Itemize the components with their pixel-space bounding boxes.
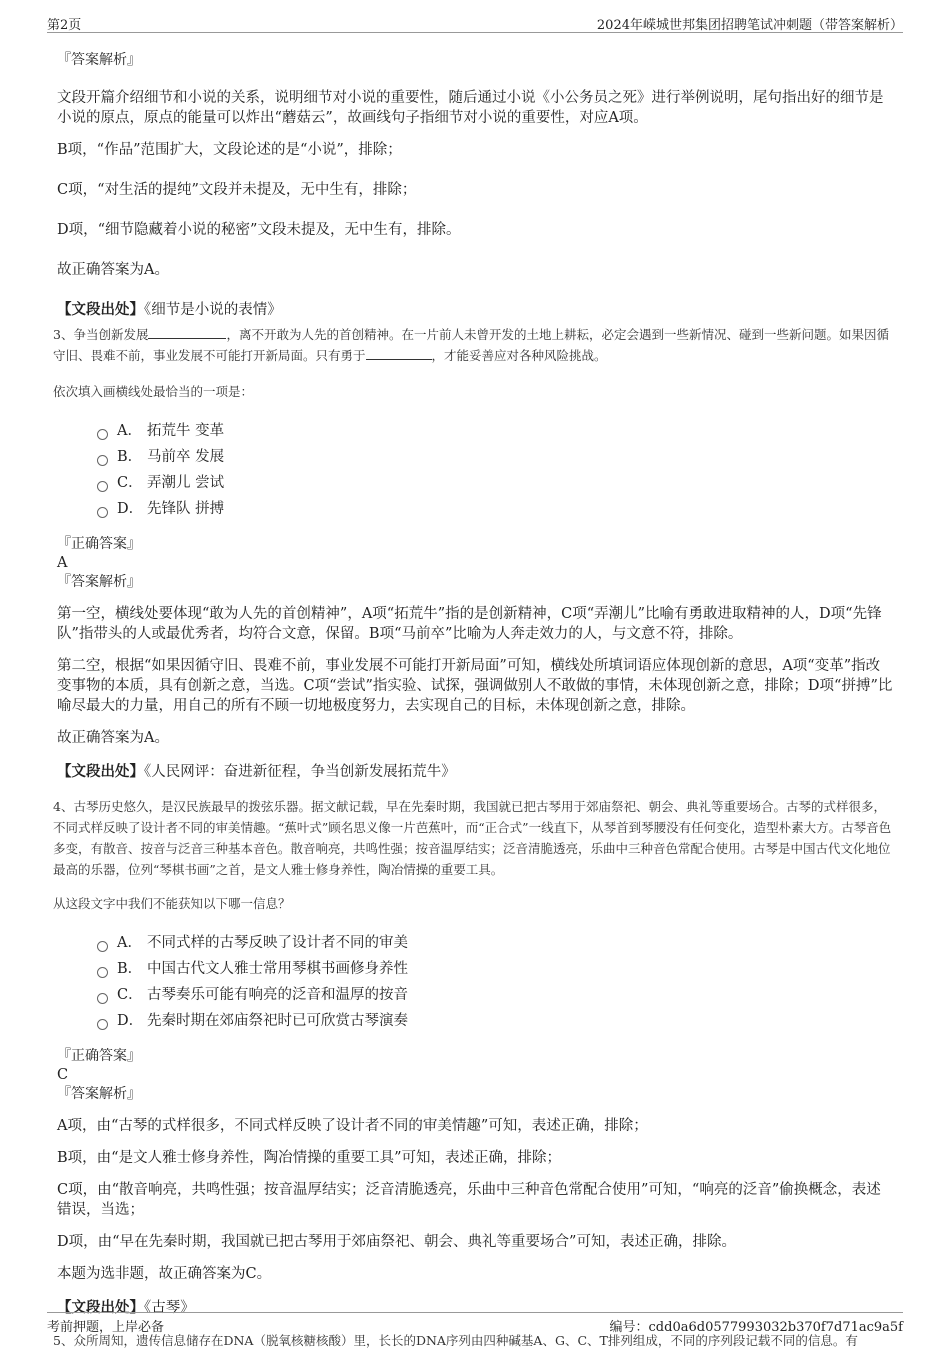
q3-analysis-para-1: 第一空，横线处要体现“敢为人先的首创精神”，A项“拓荒牛”指的是创新精神，C项“弄潮儿”比喻有勇敢进取精神的人，D项“先锋队”指带头的人或最优秀者，均符合文意，保留。B项“马前卒”比喻为人奔走效力的人，与文意不符，排除。 [57, 606, 882, 642]
q3-stem-part2: ，离不开敢为人先的首创精神。在一片前人未曾开发的土地上耕耘，必定会遇到一些新情况、碰到一些新问题。如果因循守旧、畏难不前，事业发展不可能打开新局面。只有勇于 [53, 327, 889, 363]
footer-slogan: 考前押题，上岸必备 [47, 1320, 165, 1335]
q2-analysis-para-3: C项，“对生活的提纯”文段并未提及，无中生有，排除； [57, 182, 417, 198]
q3-analysis-label: 『答案解析』 [57, 574, 141, 590]
q4-analysis-para-2: B项，由“是文人雅士修身养性，陶冶情操的重要工具”可知，表述正确，排除； [57, 1150, 561, 1166]
q3-answer-label: 『正确答案』 [57, 536, 141, 552]
q4-analysis-para-1: A项，由“古琴的式样很多，不同式样反映了设计者不同的审美情趣”可知，表述正确，排除； [57, 1118, 648, 1134]
q3-prompt: 依次填入画横线处最恰当的一项是： [53, 384, 254, 399]
q2-source-label: 【文段出处】 [57, 301, 144, 318]
q3-option-c[interactable]: C． 弄潮儿 尝试 [97, 470, 893, 496]
page-number: 第2页 [47, 18, 82, 33]
q3-option-a[interactable]: A． 拓荒牛 变革 [97, 418, 893, 444]
q3-analysis-para-2: 第二空，根据“如果因循守旧、畏难不前，事业发展不可能打开新局面”可知，横线处所填词语应体现创新的意思，A项“变革”指改变事物的本质，具有创新之意，当选。C项“尝试”指实验、试探，强调做别人不敢做的事情，未体现创新之意，排除；D项“拼搏”比喻尽最大的力量，用自己的所有不顾一切地极度努力，去实现自己的目标，未体现创新之意，排除。 [57, 658, 893, 714]
q4-source-title: 《古琴》 [144, 1300, 195, 1316]
q3-analysis-para-3: 故正确答案为A。 [57, 730, 169, 746]
page-header [47, 12, 903, 33]
q4-answer: C [57, 1067, 69, 1083]
q4-option-a[interactable]: A． 不同式样的古琴反映了设计者不同的审美 [97, 930, 893, 956]
q2-analysis-para-5: 故正确答案为A。 [57, 262, 169, 278]
radio-icon[interactable] [97, 993, 108, 1004]
q4-option-b[interactable]: B． 中国古代文人雅士常用琴棋书画修身养性 [97, 956, 893, 982]
radio-icon[interactable] [97, 429, 108, 440]
q4-source-label: 【文段出处】 [57, 1299, 144, 1316]
q4-analysis-para-5: 本题为选非题，故正确答案为C。 [57, 1266, 272, 1282]
q3-stem-part3: ，才能妥善应对各种风险挑战。 [431, 348, 607, 363]
page-footer [47, 1312, 903, 1335]
q4-prompt: 从这段文字中我们不能获知以下哪一信息？ [53, 896, 291, 911]
q2-analysis-para-2: B项，“作品”范围扩大，文段论述的是“小说”，排除； [57, 142, 402, 158]
q3-option-b[interactable]: B． 马前卒 发展 [97, 444, 893, 470]
q3-stem-part1: 3、争当创新发展 [53, 327, 149, 342]
radio-icon[interactable] [97, 941, 108, 952]
document-title: 2024年嵘城世邦集团招聘笔试冲刺题（带答案解析） [596, 18, 903, 33]
q4-stem: 4、古琴历史悠久，是汉民族最早的拨弦乐器。据文献记载，早在先秦时期，我国就已把古琴用于郊庙祭祀、朝会、典礼等重要场合。古琴的式样很多，不同式样反映了设计者不同的审美情趣。“蕉叶式”顾名思义像一片芭蕉叶，而“正合式”一线直下，从琴首到琴腰没有任何变化，造型朴素大方。古琴音色多变，有散音、按音与泛音三种基本音色。散音响亮，共鸣性强；按音温厚结实；泛音清脆透亮，乐曲中三种音色常配合使用。古琴是中国古代文化地位最高的乐器，位列“琴棋书画”之首，是文人雅士修身养性，陶冶情操的重要工具。 [53, 799, 892, 877]
q3-stem [53, 324, 897, 366]
page-content [53, 44, 893, 1351]
q3-blank-1 [148, 326, 226, 339]
q3-source-label: 【文段出处】 [57, 763, 144, 780]
radio-icon[interactable] [97, 967, 108, 978]
q2-analysis-para-4: D项，“细节隐藏着小说的秘密”文段未提及，无中生有，排除。 [57, 222, 461, 238]
q2-analysis-para-1: 文段开篇介绍细节和小说的关系，说明细节对小说的重要性，随后通过小说《小公务员之死》进行举例说明，尾句指出好的细节是小说的原点，原点的能量可以炸出“蘑菇云”，故画线句子指细节对小说的重要性，对应A项。 [57, 90, 884, 126]
radio-icon[interactable] [97, 1019, 108, 1030]
q4-option-d[interactable]: D． 先秦时期在郊庙祭祀时已可欣赏古琴演奏 [97, 1008, 893, 1034]
q4-analysis-para-3: C项，由“散音响亮，共鸣性强；按音温厚结实；泛音清脆透亮，乐曲中三种音色常配合使用”可知，“响亮的泛音”偷换概念，表述错误，当选； [57, 1182, 881, 1218]
q5-stem: 5、众所周知，遗传信息储存在DNA（脱氧核糖核酸）里，长长的DNA序列由四种碱基A、G、C、T排列组成，不同的序列段记载不同的信息。有 [53, 1333, 858, 1348]
radio-icon[interactable] [97, 481, 108, 492]
q2-source-title: 《细节是小说的表情》 [144, 302, 282, 318]
q3-source-title: 《人民网评：奋进新征程，争当创新发展拓荒牛》 [144, 764, 456, 780]
q2-analysis-label: 『答案解析』 [57, 52, 141, 68]
q3-source [57, 762, 893, 782]
q3-blank-2 [366, 347, 432, 360]
radio-icon[interactable] [97, 507, 108, 518]
q3-option-d[interactable]: D． 先锋队 拼搏 [97, 496, 893, 522]
q4-option-c[interactable]: C． 古琴奏乐可能有响亮的泛音和温厚的按音 [97, 982, 893, 1008]
q4-analysis-label: 『答案解析』 [57, 1086, 141, 1102]
q4-answer-label: 『正确答案』 [57, 1048, 141, 1064]
radio-icon[interactable] [97, 455, 108, 466]
q4-analysis-para-4: D项，由“早在先秦时期，我国就已把古琴用于郊庙祭祀、朝会、典礼等重要场合”可知，表述正确，排除。 [57, 1234, 736, 1250]
q3-options [97, 418, 893, 522]
footer-code: 编号：cdd0a6d0577993032b370f7d71ac9a5f [609, 1320, 903, 1335]
q3-answer: A [57, 555, 68, 571]
q4-options [97, 930, 893, 1034]
q2-source [57, 300, 893, 320]
